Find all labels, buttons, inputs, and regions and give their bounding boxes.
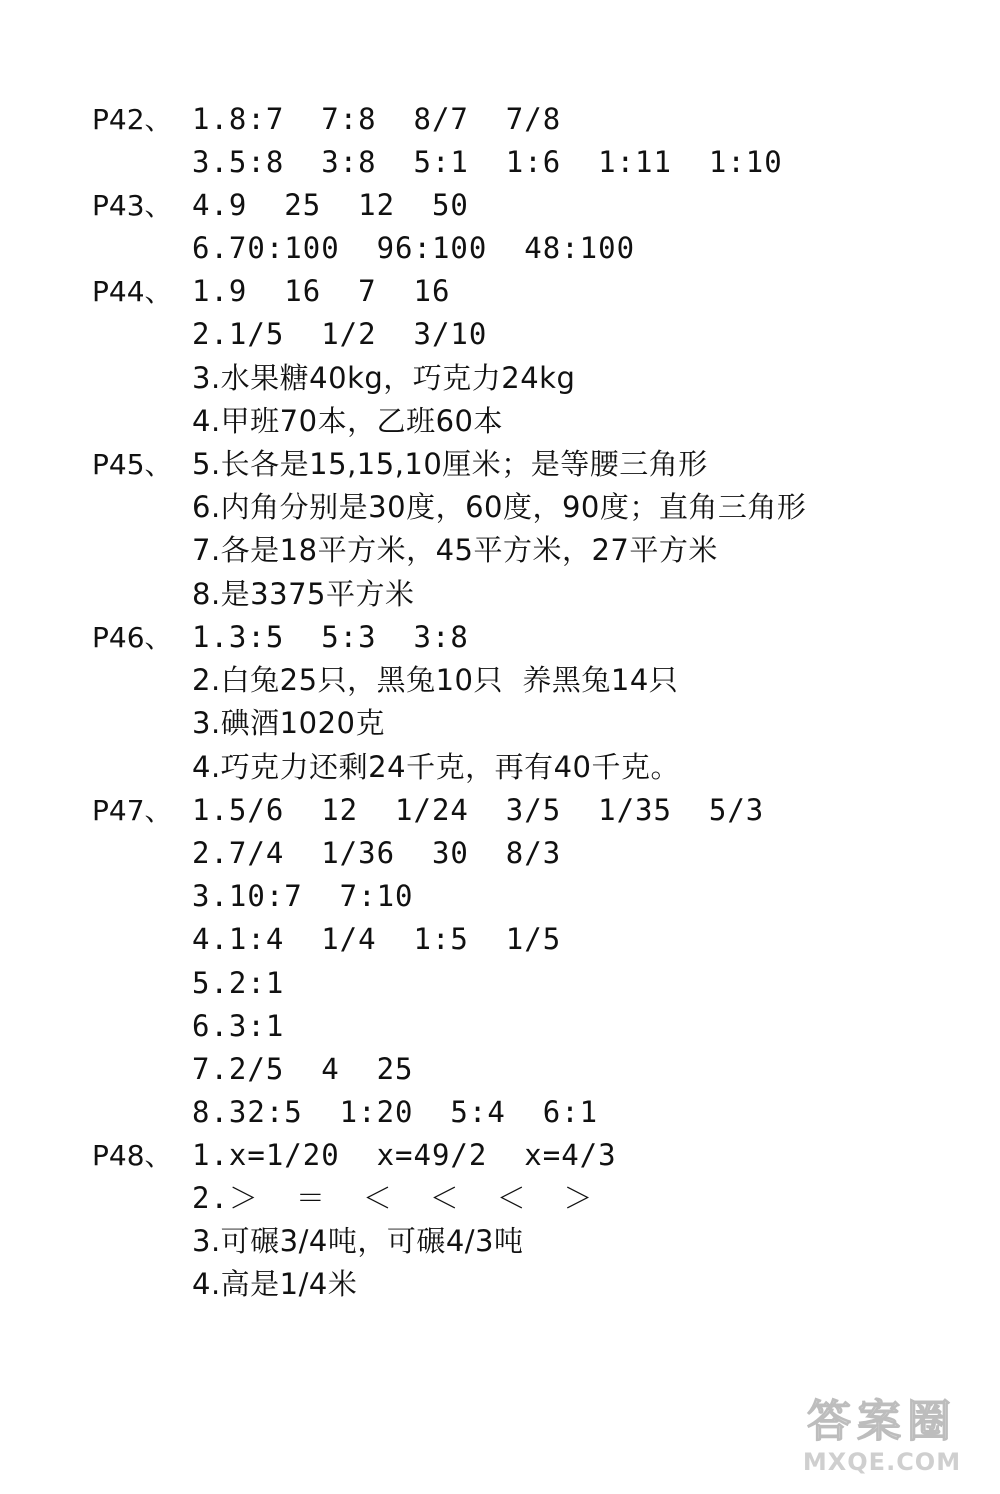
watermark-logo-text: 答案圈 — [807, 1396, 957, 1447]
answer-text: 4.巧克力还剩24千克，再有40千克。 — [192, 750, 680, 784]
answer-text: 2.7/4 1/36 30 8/3 — [192, 836, 562, 870]
answer-text: 8.32:5 1:20 5:4 6:1 — [192, 1095, 599, 1129]
answer-row — [0, 357, 1000, 400]
answer-row — [0, 659, 1000, 702]
answer-text: 7.2/5 4 25 — [192, 1052, 414, 1086]
answer-text: 3.10:7 7:10 — [192, 879, 414, 913]
answer-text: 3.水果糖40kg，巧克力24kg — [192, 361, 576, 395]
answer-text: 5.长各是15,15,10厘米；是等腰三角形 — [192, 447, 708, 481]
answer-text: 1.5/6 12 1/24 3/5 1/35 5/3 — [192, 793, 765, 827]
answer-row — [0, 962, 1000, 1005]
answer-row — [0, 184, 1000, 227]
site-watermark — [782, 1396, 982, 1486]
page-label: P47、 — [92, 794, 173, 827]
answer-row — [0, 1091, 1000, 1134]
page-label: P45、 — [92, 448, 173, 481]
page-label: P46、 — [92, 621, 173, 654]
answer-row — [0, 400, 1000, 443]
answer-row — [0, 789, 1000, 832]
answer-text: 6.70:100 96:100 48:100 — [192, 231, 636, 265]
answer-text: 7.各是18平方米，45平方米，27平方米 — [192, 533, 718, 567]
page-label: P43、 — [92, 189, 173, 222]
answer-text: 2.1/5 1/2 3/10 — [192, 317, 488, 351]
answer-row — [0, 313, 1000, 356]
answer-text: 4.高是1/4米 — [192, 1267, 358, 1301]
answer-text: 6.3:1 — [192, 1009, 285, 1043]
answer-row — [0, 1048, 1000, 1091]
answer-text: 6.内角分别是30度，60度，90度；直角三角形 — [192, 490, 807, 524]
page-label: P48、 — [92, 1139, 173, 1172]
answer-row — [0, 918, 1000, 961]
answer-text: 3.碘酒1020克 — [192, 706, 385, 740]
answer-row — [0, 702, 1000, 745]
answer-row — [0, 616, 1000, 659]
page-label: P44、 — [92, 275, 173, 308]
answer-text: 8.是3375平方米 — [192, 577, 415, 611]
answer-text: 2.＞ ＝ ＜ ＜ ＜ ＞ — [192, 1181, 594, 1215]
answer-row — [0, 486, 1000, 529]
answer-text: 2.白兔25只，黑兔10只 养黑兔14只 — [192, 663, 679, 697]
answer-row — [0, 270, 1000, 313]
answer-text: 1.x=1/20 x=49/2 x=4/3 — [192, 1138, 617, 1172]
answer-row — [0, 227, 1000, 270]
answer-row — [0, 98, 1000, 141]
answer-text: 4.甲班70本，乙班60本 — [192, 404, 503, 438]
answer-row — [0, 1220, 1000, 1263]
answer-row — [0, 832, 1000, 875]
answer-row — [0, 1005, 1000, 1048]
answer-row — [0, 141, 1000, 184]
answer-text: 1.9 16 7 16 — [192, 274, 451, 308]
answer-row — [0, 1177, 1000, 1220]
answer-row — [0, 746, 1000, 789]
answer-row — [0, 1134, 1000, 1177]
answer-text: 4.9 25 12 50 — [192, 188, 469, 222]
page-label: P42、 — [92, 103, 173, 136]
answer-row — [0, 573, 1000, 616]
answer-text: 4.1:4 1/4 1:5 1/5 — [192, 922, 562, 956]
answer-text: 1.8:7 7:8 8/7 7/8 — [192, 102, 562, 136]
answer-text: 5.2:1 — [192, 966, 285, 1000]
answer-row — [0, 529, 1000, 572]
answer-text: 3.可碾3/4吨，可碾4/3吨 — [192, 1224, 524, 1258]
answer-row — [0, 1263, 1000, 1306]
answer-row — [0, 875, 1000, 918]
watermark-domain: MXQE.COM — [802, 1448, 962, 1476]
answer-text: 3.5:8 3:8 5:1 1:6 1:11 1:10 — [192, 145, 783, 179]
answer-text: 1.3:5 5:3 3:8 — [192, 620, 469, 654]
answer-row — [0, 443, 1000, 486]
